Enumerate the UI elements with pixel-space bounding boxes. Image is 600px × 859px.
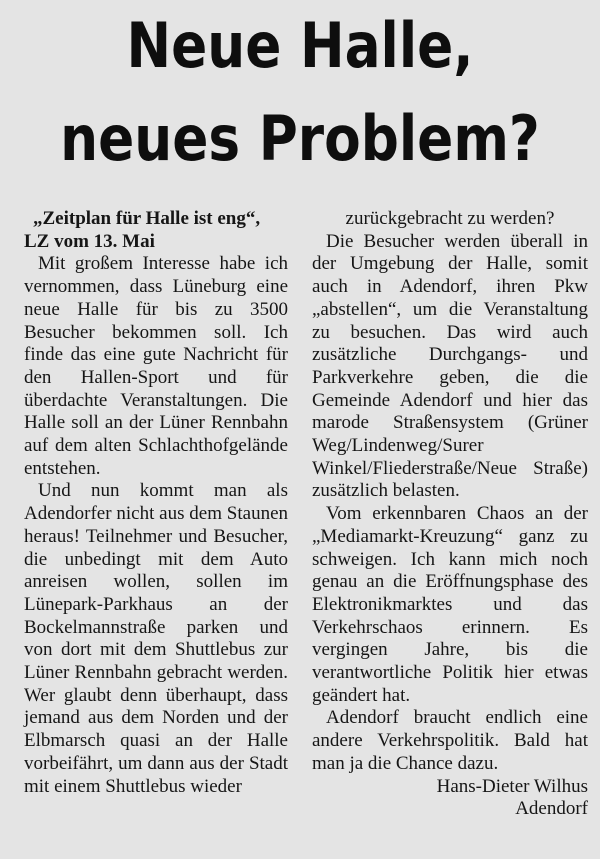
letter-paragraph-5: Adendorf braucht endlich eine andere Verkehrspolitik. Bald hat man ja die Chance dazu.: [312, 707, 588, 774]
signature-block: [312, 776, 588, 821]
headline-line-1: Neue Halle,: [126, 9, 474, 82]
reference-title: „Zeitplan für Halle ist eng“,: [33, 208, 261, 229]
author-location: Adendorf: [515, 798, 588, 820]
left-column: [24, 208, 288, 798]
letter-paragraph-2-continued: zurückgebracht zu werden?: [345, 208, 555, 229]
right-column: [312, 208, 588, 821]
headline-line-2: neues Problem?: [60, 102, 540, 175]
reference-source: LZ vom 13. Mai: [24, 230, 155, 252]
letter-paragraph-2: Und nun kommt man als Adendorfer nicht aus dem Staunen heraus! Teilnehmer und Besucher, die unbedingt mit dem Auto anreisen wollen, sollen im Lünepark-Parkhaus an der Bockelmannstraße parken und von dort mit dem Shuttlebus zur Lüner Rennbahn gebracht werden. Wer glaubt denn überhaupt, dass jemand aus dem Norden und der Elbmarsch quasi an der Halle vorbeifährt, um dann aus der Stadt mit einem Shuttlebus wieder: [24, 480, 288, 797]
author-name: Hans-Dieter Wilhus: [436, 775, 588, 797]
letter-paragraph-4: Vom erkennbaren Chaos an der „Mediamarkt-Kreuzung“ ganz zu schweigen. Ich kann mich noch genau an die Eröffnungsphase des Elektronikmarktes und das Verkehrschaos erinnern. Es vergingen Jahre, bis die verantwortliche Politik hier etwas geändert hat.: [312, 503, 588, 706]
letter-paragraph-3: Die Besucher werden überall in der Umgebung der Halle, somit auch in Adendorf, ihren Pkw „abstellen“, um die Veranstaltung zu besuchen. Das wird auch zusätzliche Durchgangs- und Parkverkehre geben, die die Gemeinde Adendorf und hier das marode Straßensystem (Grüner Weg/Lindenweg/Surer Winkel/Fliederstraße/Neue Straße) zusätzlich belasten.: [312, 230, 588, 502]
article-reference: [24, 208, 288, 253]
letter-paragraph-1: Mit großem Interesse habe ich vernommen, dass Lüneburg eine neue Halle für bis zu 3500 Besucher bekommen soll. Ich finde das eine gute Nachricht für den Hallen-Sport und für überdachte Veranstaltungen. Die Halle soll an der Lüner Rennbahn auf dem alten Schlachthofgelände entstehen.: [24, 253, 288, 479]
